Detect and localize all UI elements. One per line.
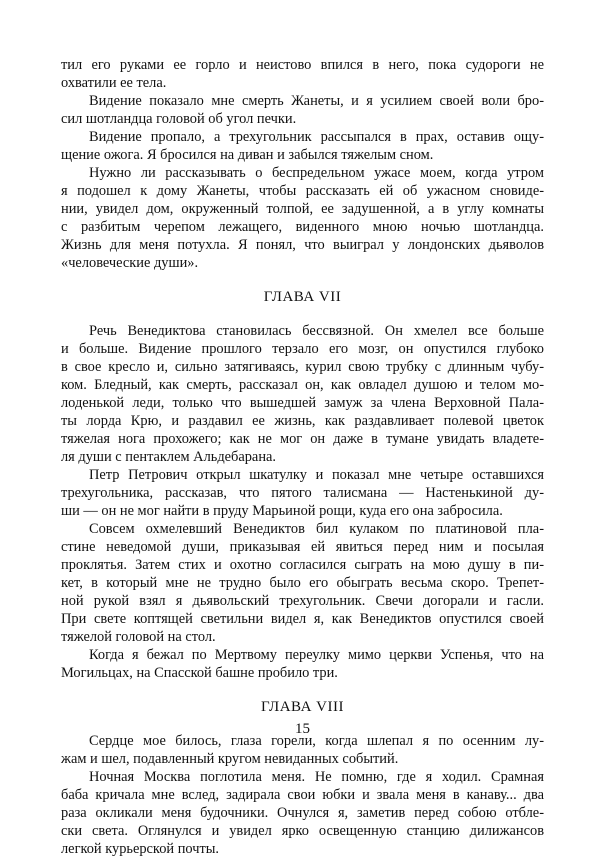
paragraph: [61, 768, 544, 858]
text-line: легкой курьерской почты.: [61, 841, 220, 857]
text-line: ля души с пентаклем Альдебарана.: [61, 449, 277, 465]
paragraph: [61, 164, 544, 272]
text-line: Видение показало мне смерть Жанеты, и я усилием своей воли бро-: [89, 93, 544, 109]
paragraph: [61, 56, 544, 92]
text-line: раза окликали меня будочники. Очнулся я, заметив перед собою отблe-: [61, 805, 544, 821]
text-line: Видение пропало, а трехугольник рассыпался в прах, оставив ощу-: [89, 129, 544, 145]
text-line: в свое кресло и, сильно затягиваясь, курил свою трубку с длинным чубу-: [61, 359, 544, 375]
text-line: тил его руками ее горло и неистово впился в него, пока судороги не: [61, 57, 544, 73]
text-line: лоденькой леди, только что вышедшей замуж за члена Верховной Пала-: [61, 395, 544, 411]
text-line: Петр Петрович открыл шкатулку и показал мне четыре оставшихся: [89, 467, 544, 483]
text-line: ски света. Оглянулся и увидел ярко освещенную станцию дилижансов: [61, 823, 544, 839]
text-line: Могильцах, на Спасской башне пробило три.: [61, 665, 338, 681]
text-line: баба кричала мне вслед, задирала свои юбки и звала меня в канаву... два: [61, 787, 544, 803]
paragraph: [61, 128, 544, 164]
text-line: тяжелая нога прохожего; как не мог он даже в тумане увидать владете-: [61, 431, 544, 447]
paragraph: [61, 92, 544, 128]
text-line: сил шотландца головой об угол печки.: [61, 111, 297, 127]
text-line: охватили ее тела.: [61, 75, 167, 91]
chapter-heading: ГЛАВА VIII: [260, 699, 344, 715]
text-line: щение ожога. Я бросился на диван и забылся тяжелым сном.: [61, 147, 434, 163]
text-line: ком. Бледный, как смерть, рассказал он, как овладел душою и телом мо-: [61, 377, 544, 393]
paragraph: [61, 322, 544, 466]
text-line: Нужно ли рассказывать о беспредельном ужасе моем, когда утром: [89, 165, 544, 181]
page-number: 15: [295, 721, 310, 737]
text-line: При свете коптящей светильни видел я, как Венедиктов опустился своей: [61, 611, 544, 627]
text-line: Совсем охмелевший Венедиктов бил кулаком по платиновой пла-: [89, 521, 544, 537]
text-line: и больше. Видение прошлого терзало его мозг, он опустился глубоко: [61, 341, 544, 357]
text-line: Ночная Москва поглотила меня. Не помню, где я ходил. Срамная: [89, 769, 544, 785]
text-line: Сердце мое билось, глаза горели, когда шлепал я по осенним лу-: [89, 733, 544, 749]
text-line: Когда я бежал по Мертвому переулку мимо церкви Успенья, что на: [89, 647, 544, 663]
text-line: стине неведомой души, приказывая ей явиться перед ним и посылая: [61, 539, 544, 555]
text-line: нии, увидел дом, окруженный толпой, ее задушенной, а в углу комнаты: [61, 201, 544, 217]
paragraph: [61, 466, 544, 520]
text-line: проклятья. Затем стих и охотно согласился сыграть на мою душу в пи-: [61, 557, 544, 573]
paragraph: [61, 646, 544, 682]
text-line: ши — он не мог найти в пруду Марьиной рощи, куда его она забросила.: [61, 503, 503, 519]
text-line: с разбитым черепом лежащего, виденного мною ночью шотландца.: [61, 219, 544, 235]
text-line: ты лорда Крю, и раздавил ее жизнь, как раздавливает полевой цветок: [61, 413, 544, 429]
chapter-heading: ГЛАВА VII: [263, 289, 342, 305]
text-line: «человеческие души».: [61, 255, 199, 271]
text-line: ной рукой взял я дьявольский трехугольник. Свечи догорали и гасли.: [61, 593, 544, 609]
text-line: Жизнь для меня потухла. Я понял, что выиграл у лондонских дьяволов: [61, 237, 544, 253]
paragraph: [61, 520, 544, 646]
text-line: кет, в который мне не трудно было его обыграть весьма скоро. Трепет-: [61, 575, 544, 591]
text-line: Речь Венедиктова становилась бессвязной. Он хмелел все больше: [89, 323, 544, 339]
text-line: жам и шел, подавленный кругом невиданных событий.: [61, 751, 399, 767]
text-line: трехугольника, рассказав, что пятого талисмана — Настенькиной ду-: [61, 485, 544, 501]
text-line: тяжелой головой на стол.: [61, 629, 216, 645]
text-line: я подошел к дому Жанеты, чтобы рассказать ей об ужасном сновиде-: [61, 183, 544, 199]
